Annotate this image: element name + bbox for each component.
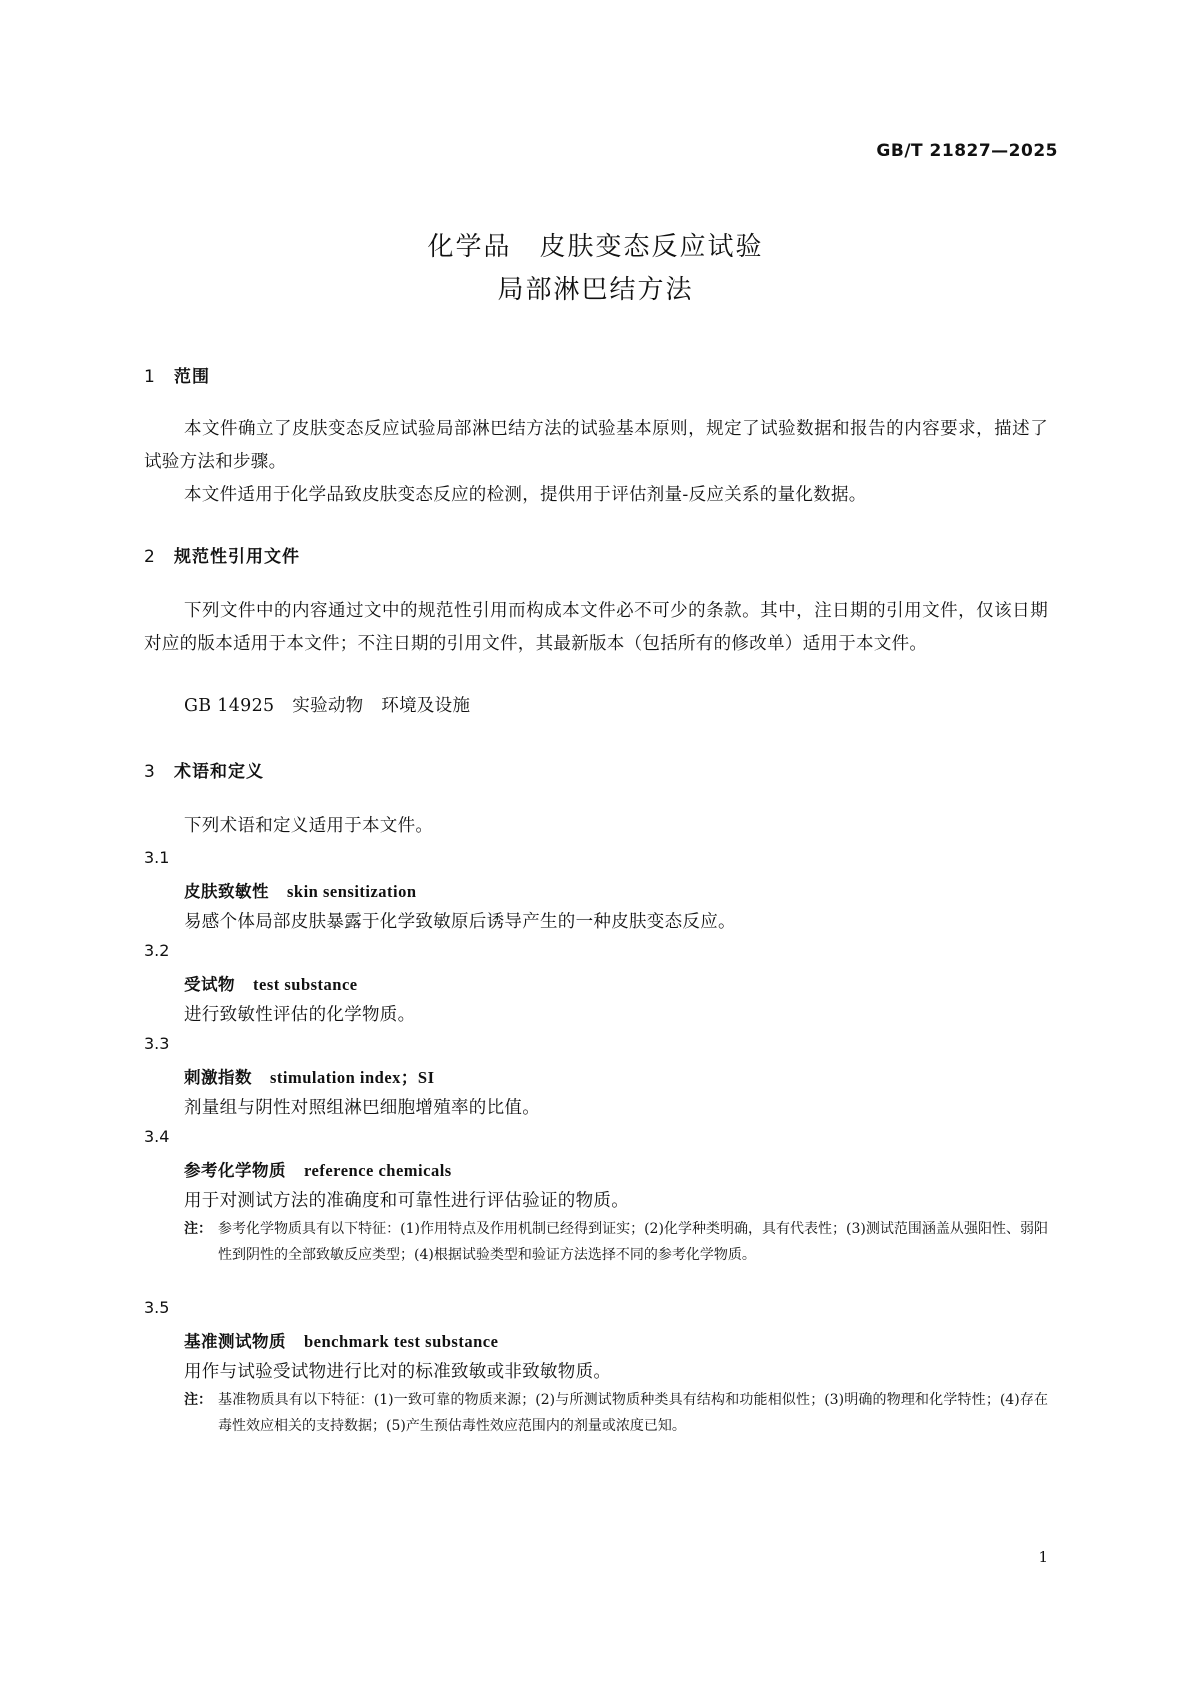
term-note: [184, 1216, 1048, 1268]
section-3-intro: 下列术语和定义适用于本文件。: [184, 816, 434, 836]
term-chinese: 皮肤致敏性: [184, 882, 269, 901]
term-note: [184, 1387, 1048, 1439]
note-label: 注：: [184, 1221, 212, 1237]
term-heading: [184, 971, 358, 995]
section-2-paragraph-1: 下列文件中的内容通过文中的规范性引用而构成本文件必不可少的条款。其中，注日期的引用文件，仅该日期对应的版本适用于本文件；不注日期的引用文件，其最新版本（包括所有的修改单）适用于本文件。: [144, 601, 1048, 654]
section-1-heading: [144, 362, 210, 387]
document-title-line1: 化学品 皮肤变态反应试验: [427, 232, 764, 262]
term-english: stimulation index；SI: [270, 1068, 435, 1087]
term-number: 3.3: [144, 1034, 170, 1053]
section-2-number: 2: [144, 547, 156, 567]
term-english: test substance: [253, 975, 358, 994]
term-number: 3.4: [144, 1127, 170, 1146]
section-3-number: 3: [144, 762, 156, 782]
section-1-number: 1: [144, 367, 156, 387]
section-2-heading: [144, 542, 300, 567]
term-definition: 用作与试验受试物进行比对的标准致敏或非致敏物质。: [184, 1362, 612, 1382]
note-text: 基准物质具有以下特征：(1)一致可靠的物质来源；(2)与所测试物质种类具有结构和功能相似性；(3)明确的物理和化学特性；(4)存在毒性效应相关的支持数据；(5)产生预估毒性效应范围内的剂量或浓度已知。: [218, 1392, 1048, 1434]
term-chinese: 基准测试物质: [184, 1332, 286, 1351]
section-1-title: 范围: [174, 367, 210, 387]
standard-code: GB/T 21827—2025: [876, 141, 1058, 161]
term-chinese: 参考化学物质: [184, 1161, 286, 1180]
section-1-paragraph-1: 本文件确立了皮肤变态反应试验局部淋巴结方法的试验基本原则，规定了试验数据和报告的内容要求，描述了试验方法和步骤。: [144, 419, 1048, 472]
section-3-title: 术语和定义: [174, 762, 264, 782]
note-label: 注：: [184, 1392, 212, 1408]
term-chinese: 受试物: [184, 975, 235, 994]
term-heading: [184, 1157, 452, 1181]
normative-reference: GB 14925 实验动物 环境及设施: [184, 696, 471, 716]
page-number: 1: [1038, 1548, 1048, 1566]
term-number: 3.2: [144, 941, 170, 960]
term-definition: 易感个体局部皮肤暴露于化学致敏原后诱导产生的一种皮肤变态反应。: [184, 912, 736, 932]
term-chinese: 刺激指数: [184, 1068, 252, 1087]
section-3-heading: [144, 757, 264, 782]
term-definition: 剂量组与阴性对照组淋巴细胞增殖率的比值。: [184, 1098, 540, 1118]
term-heading: [184, 1328, 498, 1352]
term-english: skin sensitization: [287, 882, 417, 901]
term-definition: 用于对测试方法的准确度和可靠性进行评估验证的物质。: [184, 1191, 629, 1211]
term-definition: 进行致敏性评估的化学物质。: [184, 1005, 416, 1025]
term-heading: [184, 878, 417, 902]
term-number: 3.5: [144, 1298, 170, 1317]
term-english: reference chemicals: [304, 1161, 452, 1180]
document-title-line2: 局部淋巴结方法: [497, 275, 694, 305]
term-number: 3.1: [144, 848, 170, 867]
term-english: benchmark test substance: [304, 1332, 499, 1351]
section-1-paragraph-2: 本文件适用于化学品致皮肤变态反应的检测，提供用于评估剂量-反应关系的量化数据。: [184, 485, 867, 505]
section-2-title: 规范性引用文件: [174, 547, 300, 567]
term-heading: [184, 1064, 435, 1088]
note-text: 参考化学物质具有以下特征：(1)作用特点及作用机制已经得到证实；(2)化学种类明确，具有代表性；(3)测试范围涵盖从强阳性、弱阳性到阴性的全部致敏反应类型；(4)根据试验类型和验证方法选择不同的参考化学物质。: [218, 1221, 1048, 1263]
